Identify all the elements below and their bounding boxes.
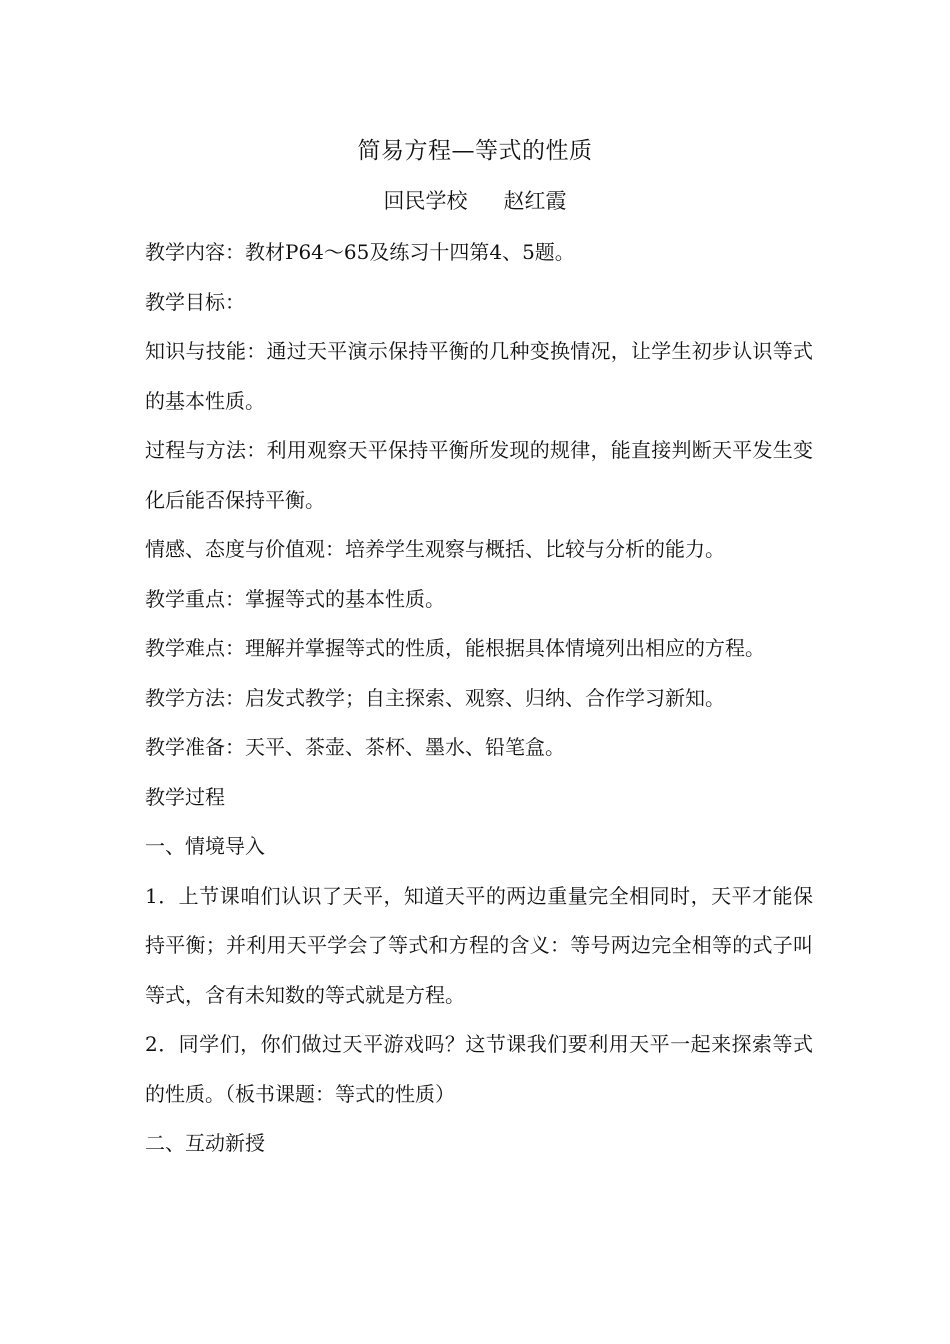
paragraph-key-points: 教学重点：掌握等式的基本性质。 <box>145 586 445 611</box>
document-title: 简易方程—等式的性质 <box>357 138 593 164</box>
section-heading-intro: 一、情境导入 <box>145 834 265 858</box>
author-line <box>0 181 950 221</box>
paragraph-intro-2: 2．同学们，你们做过天平游戏吗？这节课我们要利用天平一起来探索等式的性质。（板书课题：等式的性质） <box>145 1032 813 1106</box>
paragraph-teaching-methods: 教学方法：启发式教学；自主探索、观察、归纳、合作学习新知。 <box>145 685 725 710</box>
paragraph-difficulties: 教学难点：理解并掌握等式的性质，能根据具体情境列出相应的方程。 <box>145 636 765 660</box>
paragraph-process-heading: 教学过程 <box>145 784 225 809</box>
section-heading-new-lesson: 二、互动新授 <box>145 1131 265 1155</box>
paragraph-knowledge-skills: 知识与技能：通过天平演示保持平衡的几种变换情况，让学生初步认识等式的基本性质。 <box>145 339 813 413</box>
paragraph-process-methods: 过程与方法：利用观察天平保持平衡所发现的规律，能直接判断天平发生变化后能否保持平衡。 <box>145 438 813 512</box>
paragraph-intro-1: 1．上节课咱们认识了天平，知道天平的两边重量完全相同时，天平才能保持平衡；并利用天平学会了等式和方程的含义：等号两边完全相等的式子叫等式，含有未知数的等式就是方程。 <box>145 883 813 1007</box>
author-school: 回民学校 <box>383 189 468 213</box>
paragraph-preparation: 教学准备：天平、茶壶、茶杯、墨水、铅笔盒。 <box>145 735 565 759</box>
author-name: 赵红霞 <box>503 189 567 213</box>
paragraph-teaching-goals: 教学目标： <box>145 289 245 314</box>
document-body <box>145 228 813 1169</box>
paragraph-emotion-attitude: 情感、态度与价值观：培养学生观察与概括、比较与分析的能力。 <box>145 537 725 561</box>
paragraph-teaching-content: 教学内容：教材P64～65及练习十四第4、5题。 <box>145 240 575 264</box>
